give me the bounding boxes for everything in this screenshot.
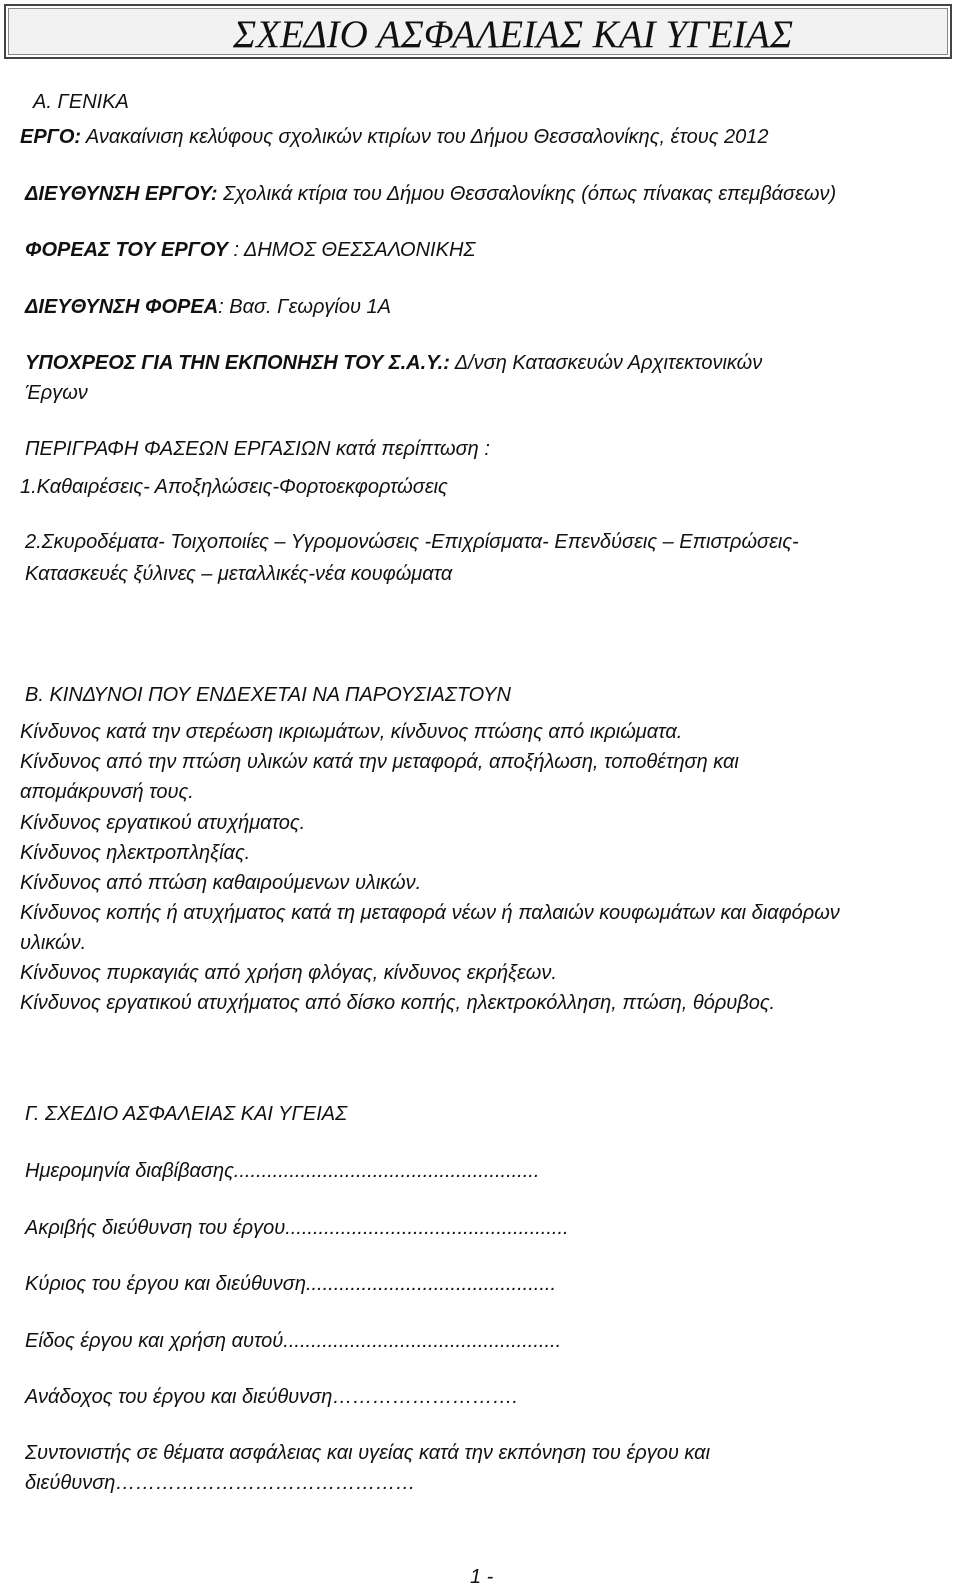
section-b-heading: Β. ΚΙΝΔΥΝΟΙ ΠΟΥ ΕΝΔΕΧΕΤΑΙ ΝΑ ΠΑΡΟΥΣΙΑΣΤΟΥΝ [25, 684, 511, 706]
foreas-line [25, 238, 475, 262]
page-number: 1 - [470, 1566, 494, 1588]
ergo-line [20, 125, 769, 149]
hazard-line: Κίνδυνος πυρκαγιάς από χρήση φλόγας, κίνδυνος εκρήξεων. [20, 962, 557, 984]
form-field-line: Ημερομηνία διαβίβασης....................................................... [25, 1160, 540, 1182]
phase-2-line1: 2.Σκυροδέματα- Τοιχοποιίες – Υγρομονώσεις -Επιχρίσματα- Επενδύσεις – Επιστρώσεις- [25, 531, 799, 553]
ypoxreos-value-cont: Έργων [25, 382, 88, 404]
hazard-line: απομάκρυνσή τους. [20, 781, 194, 803]
form-field-line: Είδος έργου και χρήση αυτού.................................................. [25, 1330, 562, 1352]
dieuthynsi-forea-line [25, 295, 391, 319]
hazard-line: Κίνδυνος από πτώση καθαιρούμενων υλικών. [20, 872, 422, 894]
hazard-line: Κίνδυνος εργατικού ατυχήματος από δίσκο κοπής, ηλεκτροκόλληση, πτώση, θόρυβος. [20, 992, 776, 1014]
hazard-line: Κίνδυνος ηλεκτροπληξίας. [20, 842, 251, 864]
document-title: ΣΧΕΔΙΟ ΑΣΦΑΛΕΙΑΣ ΚΑΙ ΥΓΕΙΑΣ [232, 13, 794, 56]
phases-heading: ΠΕΡΙΓΡΑΦΗ ΦΑΣΕΩΝ ΕΡΓΑΣΙΩΝ κατά περίπτωση : [25, 438, 490, 460]
form-field-line: Ανάδοχος του έργου και διεύθυνση………………………. [25, 1386, 518, 1408]
form-field-line: Κύριος του έργου και διεύθυνση............................................. [25, 1273, 556, 1295]
hazard-line: Κίνδυνος εργατικού ατυχήματος. [20, 812, 306, 834]
section-a-heading: Α. ΓΕΝΙΚΑ [33, 91, 129, 113]
ergo-label: ΕΡΓΟ: [20, 126, 82, 148]
form-field-line: Συντονιστής σε θέματα ασφάλειας και υγείας κατά την εκπόνηση του έργου και [25, 1442, 711, 1464]
dieuthynsi-ergou-value: Σχολικά κτίρια του Δήμου Θεσσαλονίκης (όπως πίνακας επεμβάσεων) [217, 183, 837, 205]
section-c-heading: Γ. ΣΧΕΔΙΟ ΑΣΦΑΛΕΙΑΣ ΚΑΙ ΥΓΕΙΑΣ [25, 1103, 348, 1125]
foreas-label: ΦΟΡΕΑΣ ΤΟΥ ΕΡΓΟΥ [25, 239, 228, 261]
ypoxreos-value: Δ/νση Κατασκευών Αρχιτεκτονικών [449, 352, 763, 374]
phase-2-line2: Κατασκευές ξύλινες – μεταλλικές-νέα κουφώματα [25, 563, 453, 585]
form-field-line: Ακριβής διεύθυνση του έργου................................................... [25, 1217, 569, 1239]
dieuthynsi-forea-value: : Βασ. Γεωργίου 1Α [218, 296, 391, 318]
hazard-line: Κίνδυνος από την πτώση υλικών κατά την μεταφορά, αποξήλωση, τοποθέτηση και [20, 751, 739, 773]
foreas-value: : ΔΗΜΟΣ ΘΕΣΣΑΛΟΝΙΚΗΣ [227, 239, 476, 261]
hazard-line: υλικών. [20, 932, 87, 954]
ergo-value: Ανακαίνιση κελύφους σχολικών κτιρίων του Δήμου Θεσσαλονίκης, έτους 2012 [81, 126, 769, 148]
ypoxreos-line [25, 351, 762, 375]
ypoxreos-label: ΥΠΟΧΡΕΟΣ ΓΙΑ ΤΗΝ ΕΚΠΟΝΗΣΗ ΤΟΥ Σ.Α.Υ.: [25, 352, 450, 374]
phase-1: 1.Καθαιρέσεις- Αποξηλώσεις-Φορτοεκφορτώσεις [20, 476, 448, 498]
title-box [4, 4, 952, 59]
dieuthynsi-forea-label: ΔΙΕΥΘΥΝΣΗ ΦΟΡΕΑ [25, 296, 219, 318]
hazard-line: Κίνδυνος κοπής ή ατυχήματος κατά τη μεταφορά νέων ή παλαιών κουφωμάτων και διαφόρων [20, 902, 840, 924]
form-field-line: διεύθυνση……………………………………… [25, 1472, 416, 1494]
dieuthynsi-ergou-label: ΔΙΕΥΘΥΝΣΗ ΕΡΓΟΥ: [25, 183, 218, 205]
dieuthynsi-ergou-line [25, 182, 836, 206]
hazard-line: Κίνδυνος κατά την στερέωση ικριωμάτων, κίνδυνος πτώσης από ικριώματα. [20, 721, 683, 743]
